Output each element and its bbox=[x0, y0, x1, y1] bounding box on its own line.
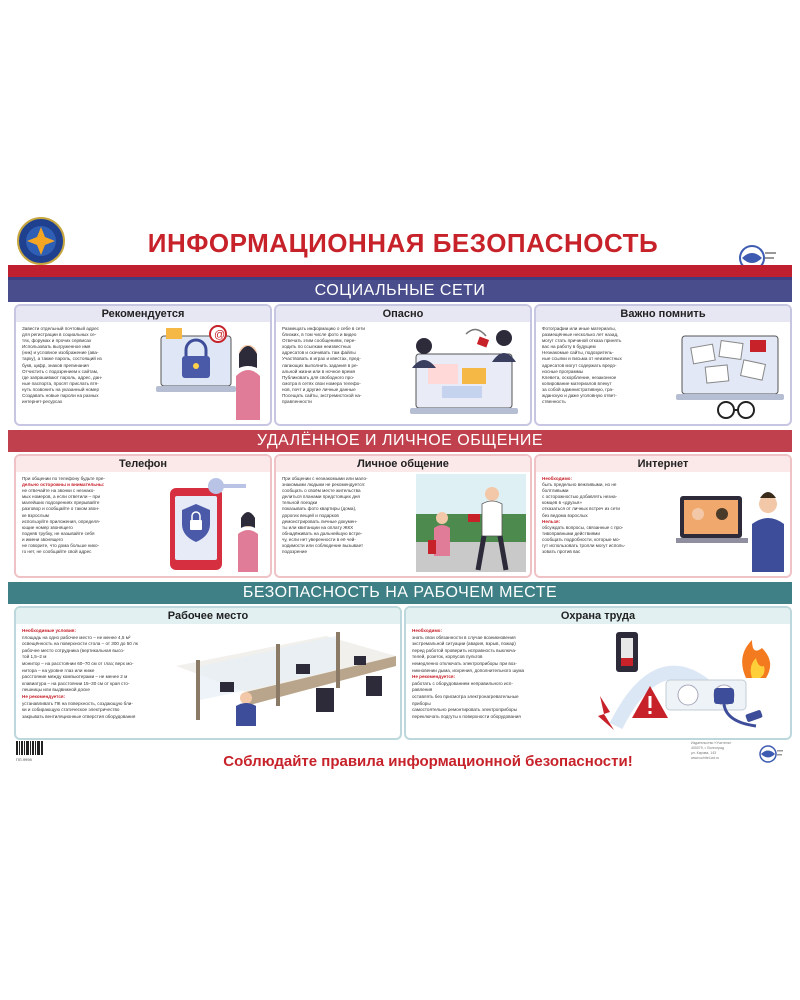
text-line: сообщать о своём месте жительства bbox=[282, 488, 361, 494]
text-line: экстремальной ситуации (авария, взрыв, пожар) bbox=[412, 641, 516, 647]
panel-text bbox=[282, 326, 402, 405]
text-line: Необходимо: bbox=[542, 476, 573, 481]
text-line: знать свои обязанности в случае возникновения bbox=[412, 634, 516, 640]
text-line: зовать против вас bbox=[542, 549, 581, 555]
text-line: правленности bbox=[282, 399, 312, 405]
text-line: показывать фото квартиры (дома), bbox=[282, 506, 357, 512]
text-line: никновении дыма, искрения, дополнительного шума bbox=[412, 667, 525, 673]
panel-title: Важно помнить bbox=[536, 306, 790, 322]
panel-title: Личное общение bbox=[276, 456, 530, 472]
text-line: площадь на одно рабочее место – не менее 4,5 м² bbox=[22, 634, 131, 640]
poster bbox=[8, 208, 792, 783]
text-line: Посещать сайты, экстремистской на- bbox=[282, 393, 362, 399]
text-line: делиться планами предстоящих дня bbox=[282, 494, 360, 500]
text-line: При общении с незнакомыми или мало- bbox=[282, 476, 368, 481]
fineprint-line: www.uchitel-izd.ru bbox=[691, 756, 720, 760]
text-line: дельно осторожны и внимательны: bbox=[22, 482, 105, 488]
text-line: рабочее место сотрудника (вертикальная высо- bbox=[22, 647, 125, 653]
text-line: Нельзя: bbox=[542, 518, 561, 524]
panel-internet bbox=[534, 454, 792, 578]
header-stripe-red bbox=[8, 265, 792, 277]
text-line: интернет-ресурсах bbox=[22, 399, 63, 405]
svg-text:@: @ bbox=[214, 329, 226, 341]
panel-title: Рекомендуется bbox=[16, 306, 270, 322]
text-line: без ведома взрослых bbox=[542, 512, 588, 518]
text-line: Использовать выгруженное имя bbox=[22, 344, 91, 350]
text-line: той 1,5–2 м bbox=[22, 654, 47, 660]
text-line: нуть позвонить на указанный номер bbox=[22, 386, 100, 392]
text-line: расстояние между компьютерами – не менее 2 м bbox=[22, 674, 128, 680]
text-line: адресатов могут содержать вредо- bbox=[542, 362, 617, 368]
text-line: малейших подозрениях прерывайте bbox=[22, 500, 100, 506]
publisher-logo-icon bbox=[758, 744, 784, 764]
text-line: телей, розеток, корпусов пультов bbox=[412, 654, 483, 660]
text-line: самостоятельно ремонтировать электроприборы bbox=[412, 707, 518, 713]
text-line: немедленно отключать электроприборы при воз- bbox=[412, 660, 517, 666]
panel-labor bbox=[404, 606, 792, 740]
video-call-illustration bbox=[676, 474, 786, 572]
text-line: тарку), а также пароль, состоящий из bbox=[22, 356, 102, 362]
panel-title: Охрана труда bbox=[406, 608, 790, 624]
text-line: оставлять без присмотра электронагревательные bbox=[412, 693, 519, 699]
fineprint-line: ул. Кирова, 143 bbox=[691, 751, 717, 755]
panel-recommended bbox=[14, 304, 272, 426]
text-line: устанавливать ПК на поверхность, создающую бли- bbox=[22, 700, 133, 706]
text-line: жданскую и даже уголовную ответ- bbox=[542, 393, 617, 399]
text-line: ты или квитанции на оплату ЖКХ bbox=[282, 524, 354, 530]
panel-text bbox=[22, 628, 172, 720]
text-line: ходимости или соблюдение вызывает bbox=[282, 543, 364, 549]
electrical-safety-illustration bbox=[596, 626, 786, 734]
panel-title: Рабочее место bbox=[16, 608, 400, 624]
text-line: мых номеров, а если ответили – при bbox=[22, 494, 101, 500]
panel-title: Интернет bbox=[536, 456, 790, 472]
text-line: обнадёживать на дальнейшую встре- bbox=[282, 530, 363, 536]
panel-title: Опасно bbox=[276, 306, 530, 322]
footer-slogan: Соблюдайте правила информационной безопасности! bbox=[223, 753, 633, 770]
text-line: ющие номер звонящего bbox=[22, 524, 73, 530]
text-line: го нет, не сообщайте свой адрес bbox=[22, 549, 92, 555]
section-remote: УДАЛЁННОЕ И ЛИЧНОЕ ОБЩЕНИЕ bbox=[8, 430, 792, 452]
panel-personal bbox=[274, 454, 532, 578]
text-line: подняв трубку, не называйте себя bbox=[22, 530, 95, 536]
text-line: могут стать причиной отказа принять bbox=[542, 338, 622, 344]
panel-text bbox=[542, 476, 670, 555]
text-line: монитор – на расстоянии 60–70 см от глаз; верх мо- bbox=[22, 660, 134, 666]
text-line: обсуждать вопросы, связанные с про- bbox=[542, 524, 624, 530]
text-line: сообщать подробности, которые мо- bbox=[542, 536, 621, 542]
text-line: смотра в сетях свои номера телефо- bbox=[282, 380, 361, 386]
header bbox=[8, 208, 792, 258]
text-line: копирование материалов влекут bbox=[542, 380, 612, 386]
text-line: Отвечать этим сообщениям, пере- bbox=[282, 338, 356, 344]
text-line: Фотографии или иные материалы, bbox=[542, 326, 617, 331]
key-icon bbox=[208, 478, 224, 494]
text-line: быть предельно вежливыми, но не bbox=[542, 482, 617, 488]
product-code: ПЛ-9998 bbox=[16, 757, 32, 762]
text-line: демонстрировать личные докумен- bbox=[282, 518, 358, 524]
text-line: тельной поездки bbox=[282, 500, 318, 506]
text-line: Отчистить с подозрением к сайтам, bbox=[22, 368, 99, 374]
text-line: (ник) и условное изображение (ава- bbox=[22, 350, 99, 356]
text-line: ке взрослым bbox=[22, 512, 49, 518]
text-line: лагающих выполнить задания в ре- bbox=[282, 362, 359, 368]
text-line: тивоправными действиями bbox=[542, 530, 600, 536]
text-line: чу, если нет уверенности в её чей- bbox=[282, 536, 356, 542]
text-line: близких, в том числе фото и видео bbox=[282, 332, 357, 338]
text-line: ные ссылки и письма от неизвестных bbox=[542, 356, 622, 362]
text-line: приборы bbox=[412, 700, 431, 706]
section-work: БЕЗОПАСНОСТЬ НА РАБОЧЕМ МЕСТЕ bbox=[8, 582, 792, 604]
text-line: клавиатура – на расстоянии 15–30 см от края сто- bbox=[22, 680, 130, 686]
office-cubicles-illustration bbox=[176, 626, 396, 734]
fineprint-line: Издательство «Учитель» bbox=[691, 741, 732, 745]
text-line: равления bbox=[412, 687, 433, 693]
section-social: СОЦИАЛЬНЫЕ СЕТИ bbox=[8, 280, 792, 302]
barcode-icon bbox=[16, 741, 44, 755]
text-line: Завести отдельный почтовый адрес bbox=[22, 326, 99, 331]
panel-text bbox=[22, 326, 152, 405]
text-line: ки и собирающую статическое электричество bbox=[22, 707, 120, 713]
text-line: Незнакомые сайты, подозритель- bbox=[542, 350, 614, 356]
text-line: ственность bbox=[542, 399, 566, 405]
laptop-security-illustration bbox=[156, 324, 266, 420]
panel-text bbox=[412, 628, 592, 720]
text-line: закрывать вентиляционные отверстия оборудования bbox=[22, 713, 136, 719]
text-line: нитора – на уровне глаз или ниже bbox=[22, 667, 95, 673]
text-line: альной жизни или в ночное время bbox=[282, 368, 355, 374]
text-line: дорогих вещей и подарков bbox=[282, 512, 339, 518]
text-line: знакомыми людьми не рекомендуется: bbox=[282, 482, 366, 488]
panel-title: Телефон bbox=[16, 456, 270, 472]
handcuffs-icon bbox=[718, 402, 734, 418]
text-line: Размещать информацию о себе в сети bbox=[282, 326, 365, 331]
text-line: ные паспорта, просят прислать втя- bbox=[22, 380, 99, 386]
envelope-icon bbox=[166, 328, 182, 339]
text-line: не отвечайте на звонки с незнако- bbox=[22, 488, 95, 494]
text-line: разговор и сообщайте о таком звон- bbox=[22, 506, 100, 512]
text-line: за собой административную, гра- bbox=[542, 386, 614, 392]
text-line: и имени звонящего bbox=[22, 536, 63, 542]
text-line: работать с оборудованием неправильного исп- bbox=[412, 680, 513, 686]
text-line: используйте приложения, определя- bbox=[22, 518, 101, 524]
text-line: носные программы bbox=[542, 368, 584, 374]
text-line: лешницы или выдвижной доске bbox=[22, 687, 90, 693]
text-line: Публиковать для свободного про- bbox=[282, 374, 355, 380]
text-line: подозрение bbox=[282, 549, 307, 555]
hacker-laptop-illustration bbox=[406, 324, 524, 420]
text-line: с осторожностью добавлять незна- bbox=[542, 494, 618, 500]
text-line: нов, почт и другие личные данные bbox=[282, 386, 356, 392]
panel-remember bbox=[534, 304, 792, 426]
text-line: для регистрации в социальных се- bbox=[22, 332, 97, 338]
panel-text bbox=[542, 326, 670, 405]
text-line: Не рекомендуется: bbox=[412, 674, 456, 680]
fire-icon bbox=[742, 640, 770, 678]
text-line: букв, цифр, знаков препинания bbox=[22, 362, 89, 368]
text-line: не говорите, что дома больше нико- bbox=[22, 543, 100, 549]
text-line: Не рекомендуется: bbox=[22, 693, 66, 699]
text-line: При общении по телефону будьте пре- bbox=[22, 476, 105, 481]
text-line: переключать подгуты к поверхности оборудования bbox=[412, 713, 521, 719]
text-line: размещённые несколько лет назад, bbox=[542, 332, 619, 338]
panel-text bbox=[282, 476, 412, 555]
text-line: комцев в «друзья» bbox=[542, 500, 582, 506]
fineprint-line: 400079, г. Волгоград bbox=[691, 746, 725, 750]
panel-workplace bbox=[14, 606, 402, 740]
emblem-icon bbox=[16, 216, 66, 266]
phone-security-illustration bbox=[156, 474, 266, 572]
laptop-icon bbox=[680, 496, 742, 538]
text-line: тях, форумах и прочих сервисах bbox=[22, 338, 92, 344]
text-line: Необходимые условия: bbox=[22, 628, 76, 633]
street-meeting-illustration bbox=[416, 474, 526, 572]
publisher-info bbox=[691, 741, 751, 761]
text-line: освещённость на поверхности стола – от 300 до 50 лк bbox=[22, 641, 138, 647]
text-line: болтливыми bbox=[542, 488, 569, 494]
text-line: перед работой проверить исправность выключа- bbox=[412, 647, 517, 653]
page-title: ИНФОРМАЦИОННАЯ БЕЗОПАСНОСТЬ bbox=[147, 228, 659, 258]
text-line: Участвовать в играх и квестах, пред- bbox=[282, 356, 361, 362]
lightning-icon bbox=[598, 696, 614, 730]
text-line: адресатов и скачивать там файлы bbox=[282, 350, 356, 356]
text-line: где запрашивают пароль, адрес, дан- bbox=[22, 374, 103, 380]
text-line: Клевета, оскорбление, незаконное bbox=[542, 374, 617, 380]
panel-phone bbox=[14, 454, 272, 578]
text-line: Необходимо: bbox=[412, 628, 443, 633]
text-line: гут использовать тролли могут исполь- bbox=[542, 543, 626, 549]
text-line: Создавать новые пароли на разных bbox=[22, 393, 99, 399]
text-line: ходить по ссылкам неизвестных bbox=[282, 344, 351, 350]
text-line: отказаться от личных встреч из сети bbox=[542, 506, 620, 512]
text-line: вас на работу в будущем bbox=[542, 344, 596, 350]
panel-text bbox=[22, 476, 150, 555]
laptop-photos-illustration bbox=[676, 326, 786, 420]
panel-danger bbox=[274, 304, 532, 426]
